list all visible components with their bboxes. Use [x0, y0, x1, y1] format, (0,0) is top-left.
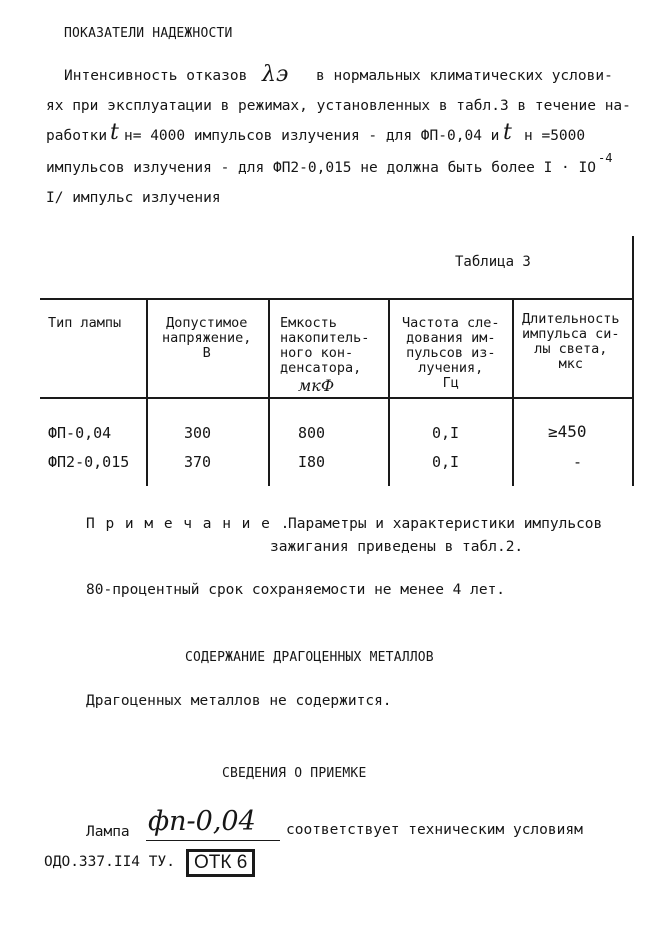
- table-cell: ФП2-0,015: [48, 453, 130, 471]
- note-label: П р и м е ч а н и е .: [86, 516, 291, 532]
- body-line-3b: н= 4000 импульсов излучения - для ФП-0,04 и: [124, 128, 500, 144]
- note-text-2: зажигания приведены в табл.2.: [270, 539, 524, 555]
- table-cell: 0,I: [432, 453, 460, 471]
- body-line-1b: в нормальных климатических услови-: [316, 68, 613, 84]
- table-top-rule: [40, 298, 634, 300]
- table-right-rule: [632, 236, 634, 486]
- col-divider-4: [512, 298, 514, 486]
- precious-metals-heading: СОДЕРЖАНИЕ ДРАГОЦЕННЫХ МЕТАЛЛОВ: [185, 650, 434, 665]
- table-cell: 0,I: [432, 424, 460, 442]
- lamp-underline: [146, 840, 280, 841]
- t-symbol-1: t: [110, 120, 119, 145]
- storage-text: 80-процентный срок сохраняемости не менее 4 лет.: [86, 582, 506, 598]
- col-divider-2: [268, 298, 270, 486]
- body-line-3c: н =5000: [524, 128, 586, 144]
- spec-number: ОДО.337.II4 ТУ.: [44, 854, 175, 870]
- body-line-4: импульсов излучения - для ФП2-0,015 не должна быть более I · IO: [46, 160, 596, 176]
- exponent: -4: [598, 151, 613, 165]
- header-frequency: Частота сле- дования им- пульсов из- лучения, Гц: [402, 315, 500, 391]
- table-cell: -: [573, 453, 583, 471]
- lamp-label: Лампа: [86, 824, 130, 840]
- table-header-rule: [40, 397, 634, 399]
- header-voltage: Допустимое напряжение, В: [162, 315, 252, 361]
- body-line-5: I/ импульс излучения: [46, 190, 221, 206]
- body-line-3a: работки: [46, 128, 108, 144]
- table-cell: ФП-0,04: [48, 424, 112, 442]
- otk-stamp: ОТК 6: [186, 849, 255, 877]
- table-cell: ≥450: [548, 422, 587, 441]
- col-divider-1: [146, 298, 148, 486]
- body-line-1a: Интенсивность отказов: [64, 68, 248, 84]
- t-symbol-2: t: [503, 120, 512, 145]
- header-pulse-duration: Длительность импульса си- лы света, мкс: [522, 311, 620, 372]
- table-cell: 300: [184, 424, 212, 442]
- table-cell: 800: [298, 424, 326, 442]
- header-lamp-type: Тип лампы: [48, 315, 122, 331]
- table-caption: Таблица 3: [455, 254, 531, 270]
- note-text-1: Параметры и характеристики импульсов: [288, 516, 603, 532]
- precious-metals-text: Драгоценных металлов не содержится.: [86, 693, 392, 709]
- acceptance-heading: СВЕДЕНИЯ О ПРИЕМКЕ: [222, 766, 367, 781]
- reliability-heading: ПОКАЗАТЕЛИ НАДЕЖНОСТИ: [64, 26, 233, 41]
- body-line-2: ях при эксплуатации в режимах, установленных в табл.3 в течение на-: [46, 98, 631, 114]
- lambda-symbol: λэ: [262, 62, 289, 87]
- col-divider-3: [388, 298, 390, 486]
- header-capacitance: Емкость накопитель- ного кон- денсатора,: [280, 315, 370, 376]
- lamp-handwritten-type: фп-0,04: [148, 806, 256, 837]
- acceptance-text: соответствует техническим условиям: [286, 822, 583, 838]
- table-cell: I80: [298, 453, 326, 471]
- table-cell: 370: [184, 453, 212, 471]
- header-capacitance-unit: мкФ: [298, 376, 335, 395]
